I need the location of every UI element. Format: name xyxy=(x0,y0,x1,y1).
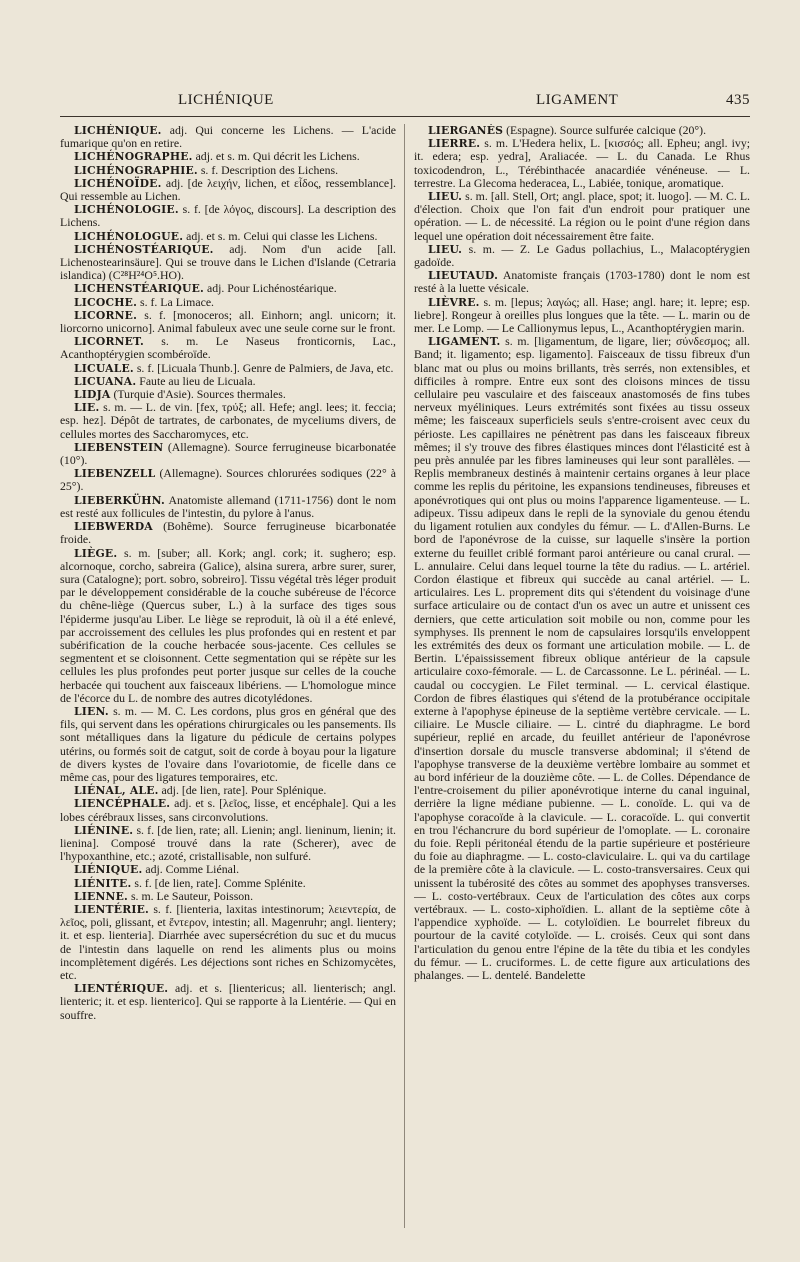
entry-headword: LIENCÉPHALE. xyxy=(74,797,171,811)
dictionary-entry xyxy=(414,190,750,243)
dictionary-entry xyxy=(60,243,396,283)
entry-definition: adj. Pour Lichénostéarique. xyxy=(204,281,337,296)
entry-headword: LIGAMENT. xyxy=(428,335,501,349)
entry-definition: s. m. [suber; all. Kork; angl. cork; it. sughero; esp. alcornoque, corcho, sabreira (Galice), alsina surera, arbre surer, surer, sura (Catalogne); port. sobro, sobreiro]. Tissu végétal très léger produit par le développement considérable de la couche subéreuse de l'écorce du chêne-liège (Quercus suber, L.) à la surface des tiges sous l'épiderme jusqu'au Liber. Le liège se reproduit, là où il a été enlevé, par accroissement des cellules les plus profondes qui en restent et par subérification de la couche herbacée sous-jacente. Ces cellules se segmentent et se cloisonnent. Cette segmentation qui se répète sur les cellules les plus profondes peut porter jusque sur celles de la couche herbacée qui touchent aux faisceaux libériens. — L'homologue mince de l'écorce du L. de nombre des autres dicotylédones. xyxy=(60,545,396,705)
entry-headword: LIDJA xyxy=(74,388,111,402)
entry-headword: LIÉNINE. xyxy=(74,823,134,837)
dictionary-entry xyxy=(60,824,396,864)
dictionary-entry xyxy=(60,177,396,203)
entry-definition: s. f. [de lien, rate]. Comme Splénite. xyxy=(131,875,306,890)
entry-headword: LICHENSTÉARIQUE. xyxy=(74,282,205,296)
entry-definition: s. f. [Licuala Thunb.]. Genre de Palmiers, de Java, etc. xyxy=(133,360,394,375)
entry-headword: LIEBERKÜHN. xyxy=(74,493,165,507)
entry-definition: s. m. [all. Stell, Ort; angl. place, spot; it. luogo]. — M. C. L. d'élection. Choix que l'on fait d'un endroit pour pratiquer une opération. — L. de nécessité. La région ou le point d'une région dans lequel une opération doit nécessairement être faite. xyxy=(414,189,750,243)
dictionary-entry xyxy=(60,547,396,705)
entry-definition: (Espagne). Source sulfurée calcique (20°). xyxy=(503,124,707,137)
entry-definition: (Allemagne). Sources chlorurées sodiques (22° à 25°). xyxy=(60,466,396,494)
entry-definition: s. m. [ligamentum, de ligare, lier; σύνδεσμος; all. Band; it. ligamento; esp. ligamento]. Faisceaux de tissu fibreux d'un blanc mat ou plus ou moins brillants, très serrés, non extensibles, et difficiles à rompre. Entre eux sont des cloisons minces de tissu cellulaire peu vasculaire et des faisceaux anastomosés de fins tubes nerveux myéliniques. Leurs extrémités sont fixées au tissu osseux même; les faisceaux superficiels seuls s'entre-croisent avec ceux du périoste. Les capillaires ne pénètrent pas dans les faisceaux fibreux mêmes; il s'y trouve des fibres élastiques minces dont l'élasticité est à peu près annulée par les fibres lamineuses qui leur sont parallèles. — Replis membraneux destinés à maintenir certains organes à leur place comme les replis du péritoine, les expansions tendineuses, fibreuses et aponévrotiques qui ont plus ou moins l'apparence ligamenteuse. — L. adipeux. Tissu adipeux dans le repli de la synoviale du genou étendu du ligament rotulien aux condyles du fémur. — L. d'Allen-Burns. Le bord de l'aponévrose de la cuisse, sur laquelle s'insère la portion externe du feuillet criblé formant paroi antérieure ou canal crural. — L. annulaire. Celui dans lequel tourne la tête du radius. — L. artériel. Cordon élastique et fibreux qui succède au canal artériel. — L. articulaires. Les L. proprement dits qui s'étendent du voisinage d'une surface articulaire ou de contact d'un os avec un autre et unissent ces derniers, que cette articulation soit mobile ou non, comme pour les symphyses. Ils prennent le nom de capsulaires lorsqu'ils enveloppent les extrémités des deux os formant une articulation mobile. — L. de Bertin. L'épaississement fibreux oblique antérieur de la capsule articulaire coxo-fémorale. — L. de Carcassonne. Le L. périnéal. — L. caudal ou coccygien. Le Filet terminal. — L. cervical élastique. Cordon de fibres élastiques qui s'étend de la protubérance occipitale externe à l'apophyse épineuse de la septième vertèbre cervicale. — L. ciliaire. Le Muscle ciliaire. — L. cintré du diaphragme. Le bord supérieur, replié en arcade, du feuillet antérieur de l'aponévrose d'insertion dorsale du muscle transverse abdominal; il s'étend de l'apophyse transverse de la deuxième vertèbre lombaire au sommet et au bord inférieur de la douzième côte. — L. de Colles. Dépendance de l'entre-croisement du pilier aponévrotique interne du canal inguinal, derrière la ligne médiane pubienne. — L. conoïde. L. qui va de l'apophyse coracoïde à la clavicule. — L. coracoïde. L. qui convertit en trou l'échancrure du bord supérieur de l'omoplate. — L. coronaire du foie. Repli péritonéal étendu de la partie supérieure et postérieure du foie au diaphragme. — L. costo-claviculaire. L. qui va du cartilage de la première côte à la clavicule. — L. costo-transversaires. Ceux qui unissent la tubérosité des côtes au sommet des apophyses transverses. — L. costo-vertébraux. Ceux de l'articulation des côtes aux corps vertébraux. — L. costo-xiphoïdien. L. allant de la septième côte à l'appendice xyphoïde. — L. cotyloïdien. Le bourrelet fibreux du pourtour de la cavité cotyloïde. — L. croisés. Ceux qui sont dans l'articulation du genou entre l'épine de la tête du tibia et les condyles du fémur. — L. cruciformes. L. de cette figure aux articulations des phalanges. — L. dentelé. Bandelette xyxy=(414,334,750,982)
entry-definition: s. f. Description des Lichens. xyxy=(197,162,339,177)
entry-definition: (Bohême). Source ferrugineuse bicarbonatée froide. xyxy=(60,519,396,547)
entry-headword: LIÈGE. xyxy=(74,546,118,560)
running-header xyxy=(60,92,750,114)
entry-definition: Anatomiste allemand (1711-1756) dont le nom est resté aux follicules de l'intestin, du pylore à l'anus. xyxy=(60,492,396,520)
entry-definition: s. m. — Z. Le Gadus pollachius, L., Malacoptérygien gadoïde. xyxy=(414,241,750,270)
entry-headword: LIEBWERDA xyxy=(74,520,153,534)
entry-headword: LIÉNITE. xyxy=(74,876,132,890)
entry-headword: LICOCHE. xyxy=(74,295,138,309)
entry-definition: s. f. [de λόγος, discours]. La description des Lichens. xyxy=(60,202,396,230)
dictionary-entry xyxy=(414,243,750,269)
entry-headword: LICUALE. xyxy=(74,361,134,375)
entry-definition: Faute au lieu de Licuala. xyxy=(136,373,256,388)
entry-headword: LICUANA. xyxy=(74,374,137,388)
entry-definition: adj. et s. m. Celui qui classe les Lichens. xyxy=(183,228,378,243)
dictionary-entry xyxy=(60,282,396,295)
dictionary-entry xyxy=(60,441,396,467)
entry-definition: adj. Nom d'un acide [all. Lichenostearinsäure]. Qui se trouve dans le Lichen d'Islande (Cetraria islandica) (C²⁸H²⁴O⁵.HO). xyxy=(60,241,396,283)
entry-headword: LIEU. xyxy=(428,190,463,204)
entry-headword: LIÈVRE. xyxy=(428,295,480,309)
entry-headword: LIENTÉRIQUE. xyxy=(74,982,169,996)
entry-definition: adj. [de lien, rate]. Pour Splénique. xyxy=(158,783,327,798)
entry-headword: LICHÉNIQUE. xyxy=(74,124,162,137)
entry-definition: s. m. Le Naseus fronticornis, Lac., Acanthoptérygien scombéroïde. xyxy=(60,334,396,362)
entry-headword: LIÉNAL, ALE. xyxy=(74,784,159,798)
dictionary-entry xyxy=(60,203,396,229)
entry-definition: s. f. [lienteria, laxitas intestinorum; λειεντερία, de λεῖος, poli, glissant, et ἔντερον, intestin; all. Magenruhr; angl. lientery; it. et esp. lienteria]. Diarrhée avec supersécrétion du suc et du mucus de l'intestin dans laquelle on rend les aliments plus ou moins incomplètement digérés. Les déjections sont riches en Schizomycètes, etc. xyxy=(60,901,396,982)
entry-headword: LIERRE. xyxy=(428,137,481,151)
entry-definition: adj. et s. m. Qui décrit les Lichens. xyxy=(192,149,360,164)
dictionary-entry xyxy=(60,797,396,823)
entry-definition: adj. et s. [λεῖος, lisse, et encéphale]. Qui a les lobes cérébraux lisses, sans circonvolutions. xyxy=(60,796,396,824)
left-column xyxy=(60,124,396,1228)
page-number: 435 xyxy=(726,92,750,108)
dictionary-entry xyxy=(60,467,396,493)
entry-definition: s. f. La Limace. xyxy=(137,294,215,309)
dictionary-entry xyxy=(60,401,396,441)
entry-definition: s. m. — L. de vin. [fex, τρύξ; all. Hefe; angl. lees; it. feccia; esp. hez]. Dépôt de tartrates, de carbonates, de myceliums divers, de cellules mortes des Saccharomyces, etc. xyxy=(60,400,396,441)
entry-headword: LIENNE. xyxy=(74,889,128,903)
column-separator xyxy=(404,124,405,1228)
entry-definition: s. m. L'Hedera helix, L. [κισσός; all. Epheu; angl. ivy; it. edera; esp. yedra], Araliacée. — L. du Canada. Le Rhus toxicodendron, L., Térébinthacée anacardiée vénéneuse. — L. terrestre. La Glecoma hederacea, L., Labiée, tonique, aromatique. xyxy=(414,136,750,190)
entry-definition: Anatomiste français (1703-1780) dont le nom est resté à la luette vésicale. xyxy=(414,268,750,296)
entry-definition: adj. Qui concerne les Lichens. — L'acide fumarique qu'on en retire. xyxy=(60,124,396,151)
dictionary-entry xyxy=(414,335,750,982)
dictionary-entry xyxy=(414,296,750,336)
entry-headword: LICHÉNOLOGUE. xyxy=(74,229,184,243)
entry-headword: LIEN. xyxy=(74,704,109,718)
entry-headword: LICHÉNOSTÉARIQUE. xyxy=(74,242,214,256)
entry-headword: LIENTÉRIE. xyxy=(74,902,150,916)
entry-headword: LIEU. xyxy=(428,242,463,256)
entry-definition: (Allemagne). Source ferrugineuse bicarbonatée (10°). xyxy=(60,439,396,468)
entry-headword: LIÉNIQUE. xyxy=(74,863,143,877)
right-column xyxy=(414,124,750,1228)
entry-definition: s. f. [de lien, rate; all. Lienin; angl. lieninum, lienin; it. lienina]. Composé trouvé dans la rate (Scherer), avec de l'hypoxanthine, etc.; azoté, cristallisable, non sulfuré. xyxy=(60,822,396,864)
entry-definition: s. f. [monoceros; all. Einhorn; angl. unicorn; it. liorcorno unicorno]. Animal fabuleux avec une seule corne sur le front. xyxy=(60,307,396,336)
entry-headword: LICHÉNOGRAPHIE. xyxy=(74,163,198,177)
dictionary-entry xyxy=(60,309,396,335)
dictionary-entry xyxy=(60,903,396,982)
header-left-word: LICHÉNIQUE xyxy=(178,92,274,108)
entry-headword: LICORNE. xyxy=(74,308,138,322)
entry-definition: adj. Comme Liénal. xyxy=(142,862,240,877)
entry-definition: s. m. [lepus; λαγώς; all. Hase; angl. hare; it. lepre; esp. liebre]. Rongeur à oreilles plus longues que la tête. — L. marin ou de mer. Le Lomp. — Le Callionymus lepus, L., Acanthoptérygien marin. xyxy=(414,294,750,336)
dictionary-entry xyxy=(60,982,396,1022)
entry-headword: LICORNET. xyxy=(74,335,144,349)
entry-definition: (Turquie d'Asie). Sources thermales. xyxy=(110,387,286,402)
entry-headword: LICHÉNOLOGIE. xyxy=(74,203,179,217)
entry-definition: s. m. Le Sauteur, Poisson. xyxy=(128,888,254,903)
entry-headword: LIEBENSTEIN xyxy=(74,440,164,454)
entry-headword: LIERGANÈS xyxy=(428,124,504,137)
entry-headword: LIEBENZELL xyxy=(74,467,156,481)
dictionary-entry xyxy=(60,494,396,520)
header-rule xyxy=(60,116,750,117)
entry-definition: adj. [de λειχήν, lichen, et εἶδος, ressemblance]. Qui ressemble au Lichen. xyxy=(60,175,396,204)
dictionary-entry xyxy=(414,269,750,295)
entry-headword: LICHÉNOGRAPHE. xyxy=(74,150,193,164)
entry-definition: s. m. — M. C. Les cordons, plus gros en général que des fils, qui servent dans les opérations chirurgicales ou les pansements. Ils sont métalliques dans la ligature du pédicule de certains polypes utérins, ou formés soit de catgut, soit de corde à boyau pour la ligature de divers kystes de l'ovaire dans l'ovariotomie, de ficelle dans ce même cas, pour des ligatures temporaires, etc. xyxy=(60,703,396,784)
dictionary-entry xyxy=(414,137,750,190)
entry-headword: LIE. xyxy=(74,401,100,415)
dictionary-entry xyxy=(60,124,396,150)
dictionary-entry xyxy=(60,520,396,546)
entry-definition: adj. et s. [lientericus; all. lienterisch; angl. lienteric; it. et esp. lienterico]. Qui se rapporte à la Lientérie. — Qui en souffre. xyxy=(60,981,396,1022)
entry-headword: LICHÉNOÏDE. xyxy=(74,176,162,190)
header-right-word: LIGAMENT xyxy=(536,92,619,108)
dictionary-entry xyxy=(60,335,396,361)
entry-headword: LIEUTAUD. xyxy=(428,269,499,283)
dictionary-entry xyxy=(60,705,396,784)
